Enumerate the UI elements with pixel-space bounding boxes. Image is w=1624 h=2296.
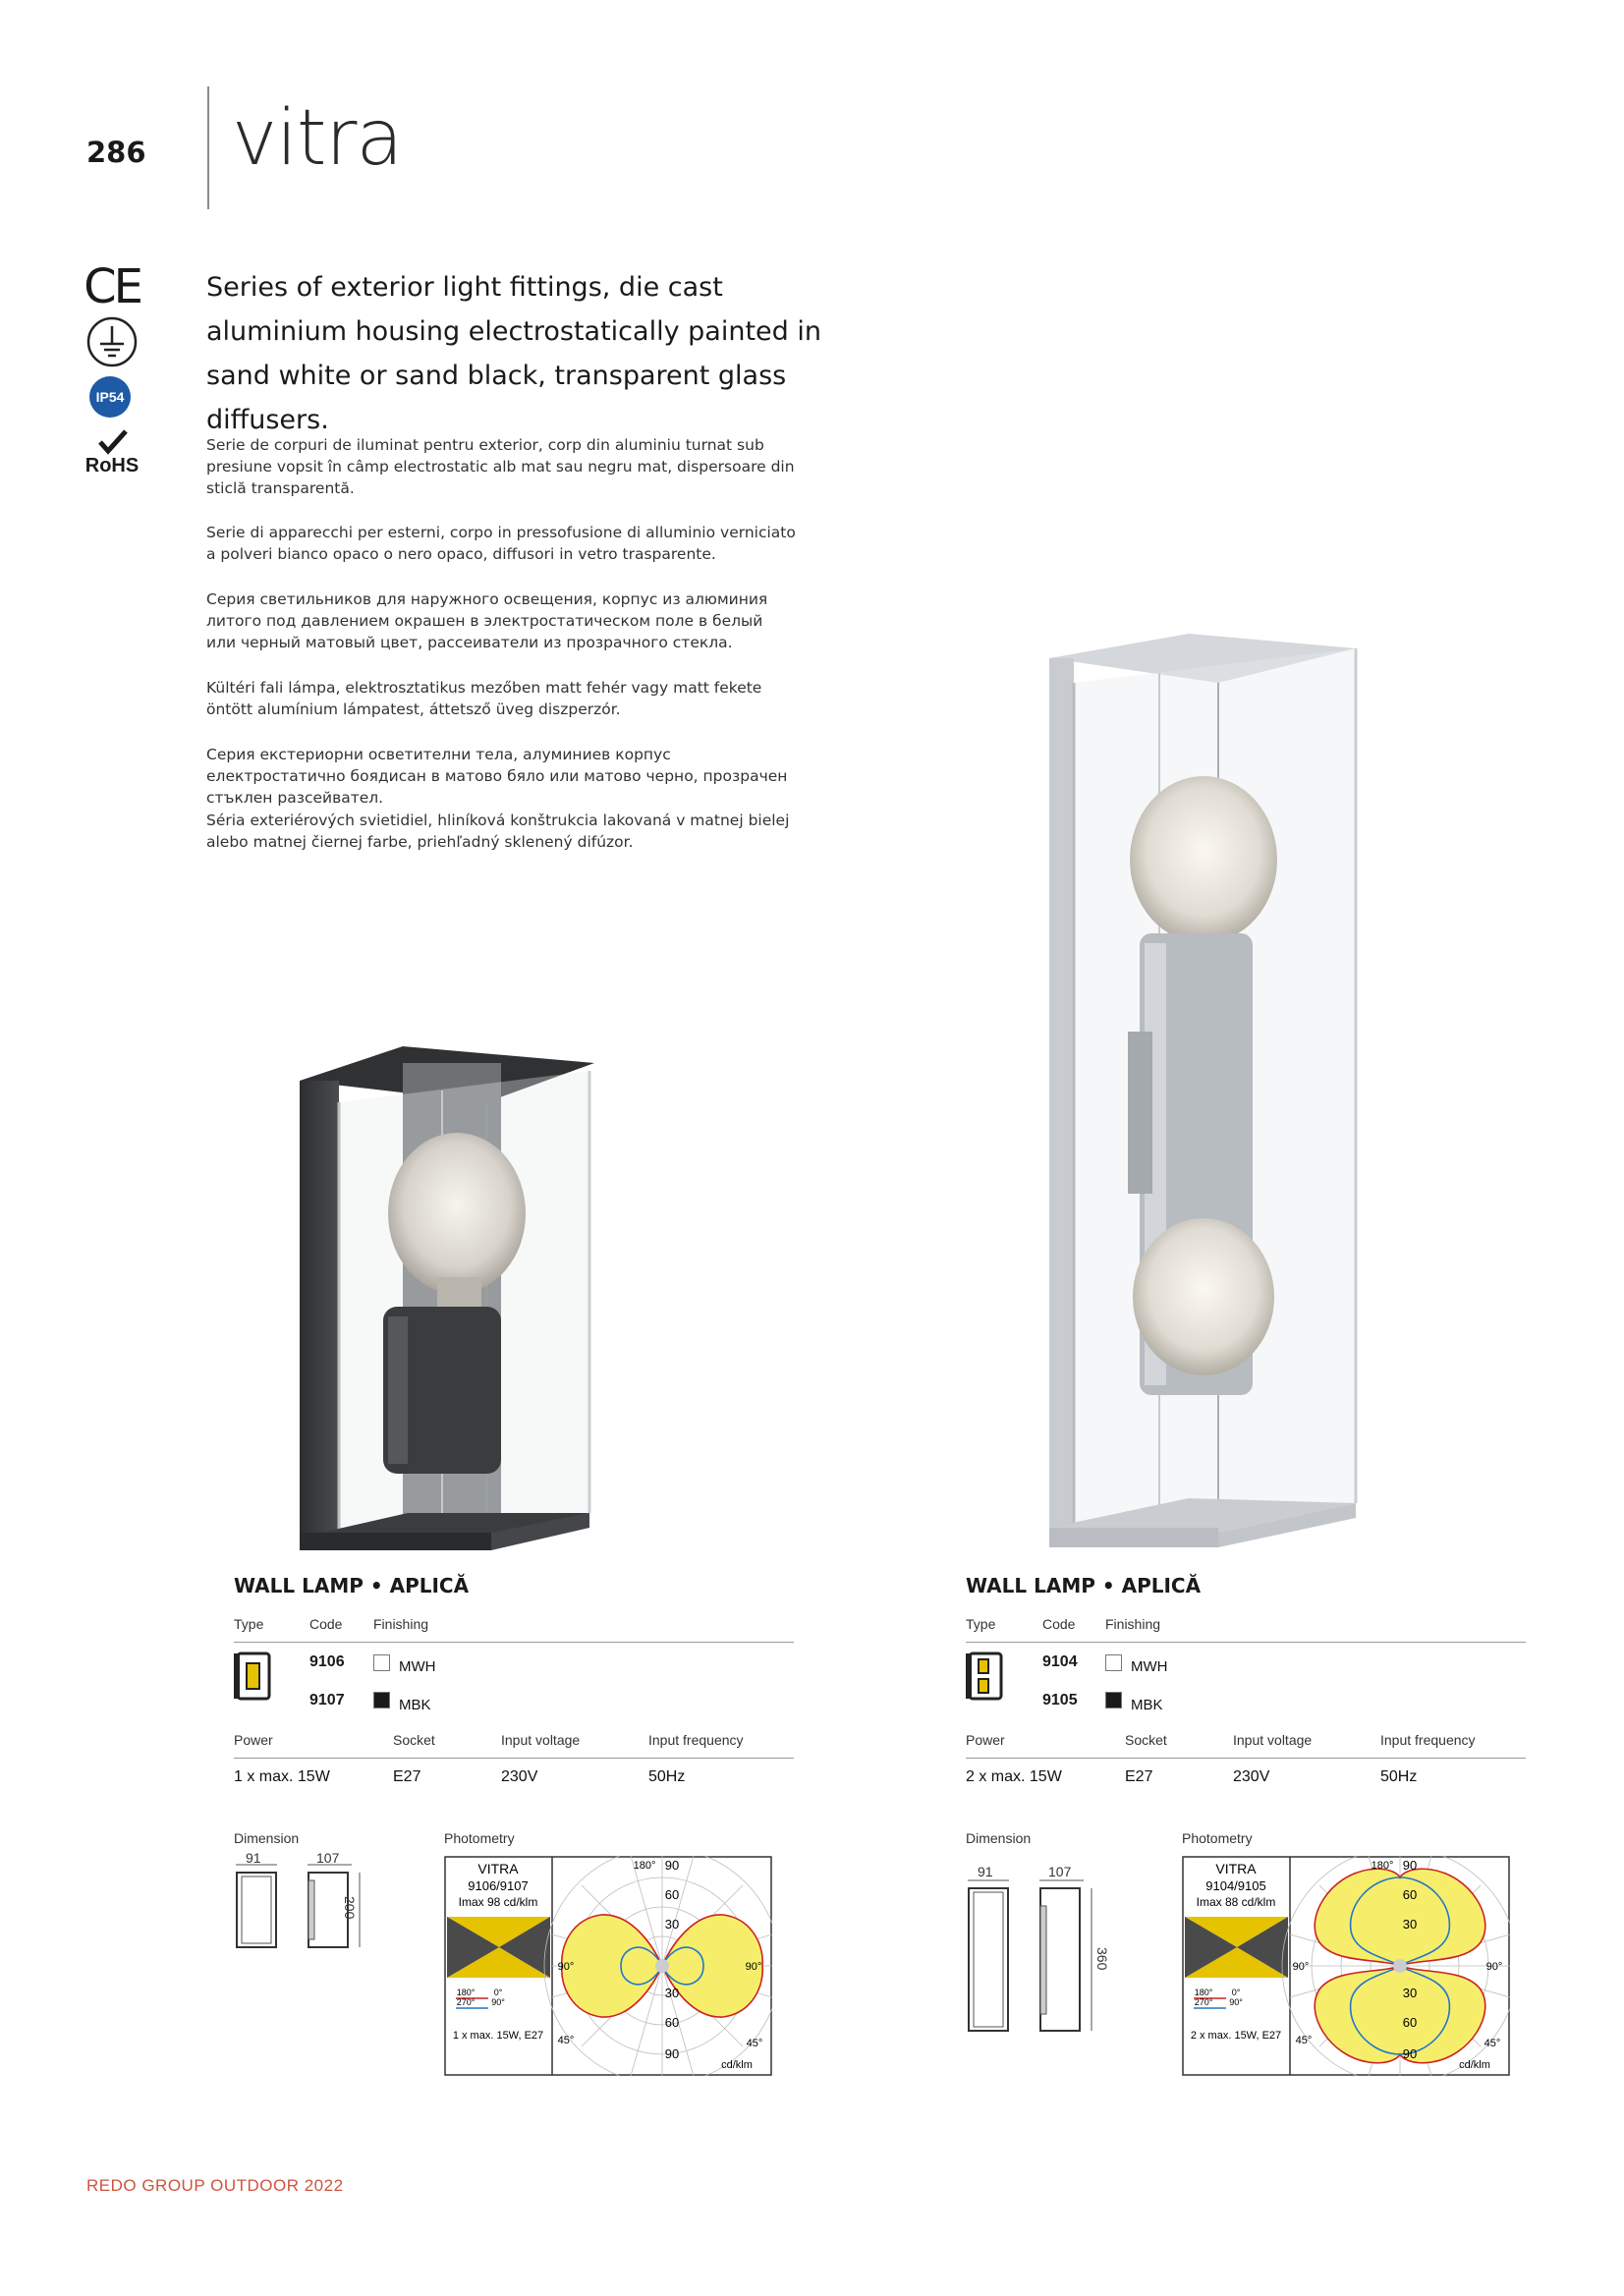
ip54-badge-icon: IP54: [89, 376, 131, 418]
product-1-ph-angle-45-left: 45°: [557, 2035, 575, 2046]
product-1-ph-lamp: 1 x max. 15W, E27: [452, 2030, 544, 2042]
product-2-photometry-diagram: [1182, 1856, 1510, 2081]
product-1-socket-label: Socket: [393, 1732, 435, 1748]
footer-text: REDO GROUP OUTDOOR 2022: [86, 2176, 344, 2195]
product-1-ph-r-2: 60: [664, 1887, 680, 1902]
product-2-ph-r-3: 30: [1402, 1917, 1418, 1932]
product-1-rule-top: [234, 1642, 794, 1643]
earth-ground-icon: [83, 314, 141, 374]
product-1-ph-r-6: 90: [664, 2046, 680, 2061]
product-1-frequency-label: Input frequency: [648, 1732, 744, 1748]
product-2-power-label: Power: [966, 1732, 1005, 1748]
product-1-voltage-label: Input voltage: [501, 1732, 581, 1748]
product-1-ph-r-5: 60: [664, 2015, 680, 2030]
description-it: Serie di apparecchi per esterni, corpo in pressofusione di alluminio verniciato a polveri bianco opaco o nero opaco, diffusori in vetro trasparente.: [206, 524, 796, 563]
product-1-ph-angle-90-right: 90°: [745, 1961, 762, 1973]
product-1-code-1: 9106: [309, 1653, 345, 1670]
product-1-photometry-diagram: [444, 1856, 772, 2081]
rohs-label: RoHS: [84, 455, 140, 476]
product-1-ph-angle-180: 180°: [633, 1860, 656, 1872]
product-1-title: WALL LAMP • APLICĂ: [234, 1574, 470, 1597]
product-1-dim-depth: 107: [316, 1850, 340, 1866]
product-2-voltage-label: Input voltage: [1233, 1732, 1313, 1748]
product-2-socket-label: Socket: [1125, 1732, 1167, 1748]
product-1-ph-unit: cd/klm: [721, 2059, 753, 2071]
product-1-frequency: 50Hz: [648, 1768, 686, 1785]
product-2-ph-r-1: 90: [1402, 1858, 1418, 1873]
product-2-power: 2 x max. 15W: [966, 1768, 1062, 1785]
description-ro: Serie de corpuri de iluminat pentru exterior, corp din aluminiu turnat sub presiune vopsit în câmp electrostatic alb mat sau negru mat, dispersoare din sticlă transparentă.: [206, 436, 795, 497]
product-2-ph-legend-a-end: 0°: [1231, 1988, 1241, 1997]
product-2-code-label: Code: [1042, 1616, 1076, 1632]
product-2-type-icon: [966, 1651, 1005, 1707]
product-1-power-label: Power: [234, 1732, 273, 1748]
product-1-photometry-label: Photometry: [444, 1830, 515, 1846]
product-1-ph-legend-b-end: 90°: [491, 1997, 505, 2007]
product-2-rule-bottom: [966, 1758, 1526, 1759]
lead-description: Series of exterior light fittings, die cast aluminium housing electrostatically painted in sand white or sand black, transparent glass diffusers.: [206, 272, 821, 435]
page-number: 286: [86, 136, 146, 169]
product-2-ph-angle-45-right: 45°: [1484, 2038, 1501, 2049]
product-2-code-2: 9105: [1042, 1692, 1078, 1708]
ce-mark-icon: CE: [84, 259, 140, 314]
product-2-finishing-label: Finishing: [1105, 1616, 1161, 1632]
description-bg: Серия екстериорни осветителни тела, алуминиев корпус електростатично боядисан в матово бяло или матово черно, прозрачен стъклен разсейвател.: [206, 746, 788, 807]
product-2-dim-width: 91: [978, 1864, 993, 1879]
product-1-ph-r-4: 30: [664, 1986, 680, 2000]
product-2-finish-2: MBK: [1131, 1697, 1163, 1713]
product-2-rule-top: [966, 1642, 1526, 1643]
product-2-swatch-mwh: [1105, 1654, 1122, 1671]
product-2-ph-legend-a: 180°: [1194, 1988, 1213, 1997]
product-2-ph-r-4: 30: [1402, 1986, 1418, 2000]
product-1-power: 1 x max. 15W: [234, 1768, 330, 1785]
product-2-ph-r-6: 90: [1402, 2046, 1418, 2061]
description-hu: Kültéri fali lámpa, elektrosztatikus mezőben matt fehér vagy matt fekete öntött alumínium lámpatest, áttetsző üveg diszperzór.: [206, 679, 762, 718]
product-2-ph-angle-90-right: 90°: [1485, 1961, 1503, 1973]
product-2-ph-angle-45-left: 45°: [1295, 2035, 1313, 2046]
product-2-dimension-label: Dimension: [966, 1830, 1032, 1846]
product-2-ph-lamp: 2 x max. 15W, E27: [1190, 2030, 1282, 2042]
product-1-voltage: 230V: [501, 1768, 538, 1785]
product-1-code-2: 9107: [309, 1692, 345, 1708]
product-1-finish-1: MWH: [399, 1658, 436, 1675]
product-2-ph-angle-180: 180°: [1371, 1860, 1394, 1872]
product-1-ph-r-1: 90: [664, 1858, 680, 1873]
product-1-dimension-label: Dimension: [234, 1830, 300, 1846]
product-1-code-label: Code: [309, 1616, 343, 1632]
product-2-finish-1: MWH: [1131, 1658, 1168, 1675]
product-1-ph-legend-a-end: 0°: [493, 1988, 503, 1997]
product-2-socket: E27: [1125, 1768, 1153, 1785]
product-2-ph-legend-b: 270°: [1194, 1997, 1213, 2007]
product-image-double-white: [1041, 629, 1366, 1567]
product-2-dim-height: 360: [1094, 1947, 1110, 1971]
product-1-ph-angle-45-right: 45°: [746, 2038, 763, 2049]
description-ru: Серия светильников для наружного освещения, корпус из алюминия литого под давлением окрашен в электростатическом поле в белый или черный матовый цвет, рассеиватели из прозрачного стекла.: [206, 590, 768, 651]
product-2-title: WALL LAMP • APLICĂ: [966, 1574, 1202, 1597]
product-1-ph-r-3: 30: [664, 1917, 680, 1932]
product-2-frequency: 50Hz: [1380, 1768, 1418, 1785]
product-2-dim-depth: 107: [1048, 1864, 1072, 1879]
product-2-photometry-label: Photometry: [1182, 1830, 1253, 1846]
product-1-ph-codes: 9106/9107: [468, 1878, 529, 1893]
product-2-type-label: Type: [966, 1616, 996, 1632]
product-1-ph-legend-a: 180°: [456, 1988, 476, 1997]
product-1-swatch-mwh: [373, 1654, 390, 1671]
product-1-finish-2: MBK: [399, 1697, 431, 1713]
description-sk: Séria exteriérových svietidiel, hliníková konštrukcia lakovaná v matnej bielej alebo matnej čiernej farbe, priehľadný sklenený difúzor.: [206, 812, 790, 851]
product-1-dim-width: 91: [246, 1850, 261, 1866]
product-2-ph-angle-90-left: 90°: [1292, 1961, 1310, 1973]
header-divider: [207, 86, 209, 209]
product-2-ph-codes: 9104/9105: [1205, 1878, 1266, 1893]
product-2-swatch-mbk: [1105, 1692, 1122, 1708]
product-1-ph-angle-90-left: 90°: [557, 1961, 575, 1973]
product-1-finishing-label: Finishing: [373, 1616, 429, 1632]
product-1-ph-name: VITRA: [477, 1861, 519, 1876]
product-2-code-1: 9104: [1042, 1653, 1078, 1670]
product-1-ph-imax: Imax 98 cd/klm: [458, 1895, 538, 1909]
product-1-swatch-mbk: [373, 1692, 390, 1708]
product-image-single-black: [295, 1041, 599, 1557]
product-1-type-icon: [234, 1651, 273, 1707]
product-1-rule-bottom: [234, 1758, 794, 1759]
product-1-type-label: Type: [234, 1616, 264, 1632]
page-title: vitra: [232, 94, 403, 183]
product-1-dim-height: 200: [342, 1896, 358, 1920]
product-2-ph-r-5: 60: [1402, 2015, 1418, 2030]
product-2-frequency-label: Input frequency: [1380, 1732, 1476, 1748]
product-1-dimension-drawing: [234, 1851, 391, 1964]
product-2-ph-unit: cd/klm: [1459, 2059, 1490, 2071]
product-2-ph-name: VITRA: [1215, 1861, 1257, 1876]
product-1-socket: E27: [393, 1768, 421, 1785]
product-2-voltage: 230V: [1233, 1768, 1270, 1785]
product-2-ph-legend-b-end: 90°: [1229, 1997, 1243, 2007]
product-1-ph-legend-b: 270°: [456, 1997, 476, 2007]
product-2-ph-r-2: 60: [1402, 1887, 1418, 1902]
product-2-ph-imax: Imax 88 cd/klm: [1196, 1895, 1276, 1909]
rohs-icon: [83, 429, 141, 477]
